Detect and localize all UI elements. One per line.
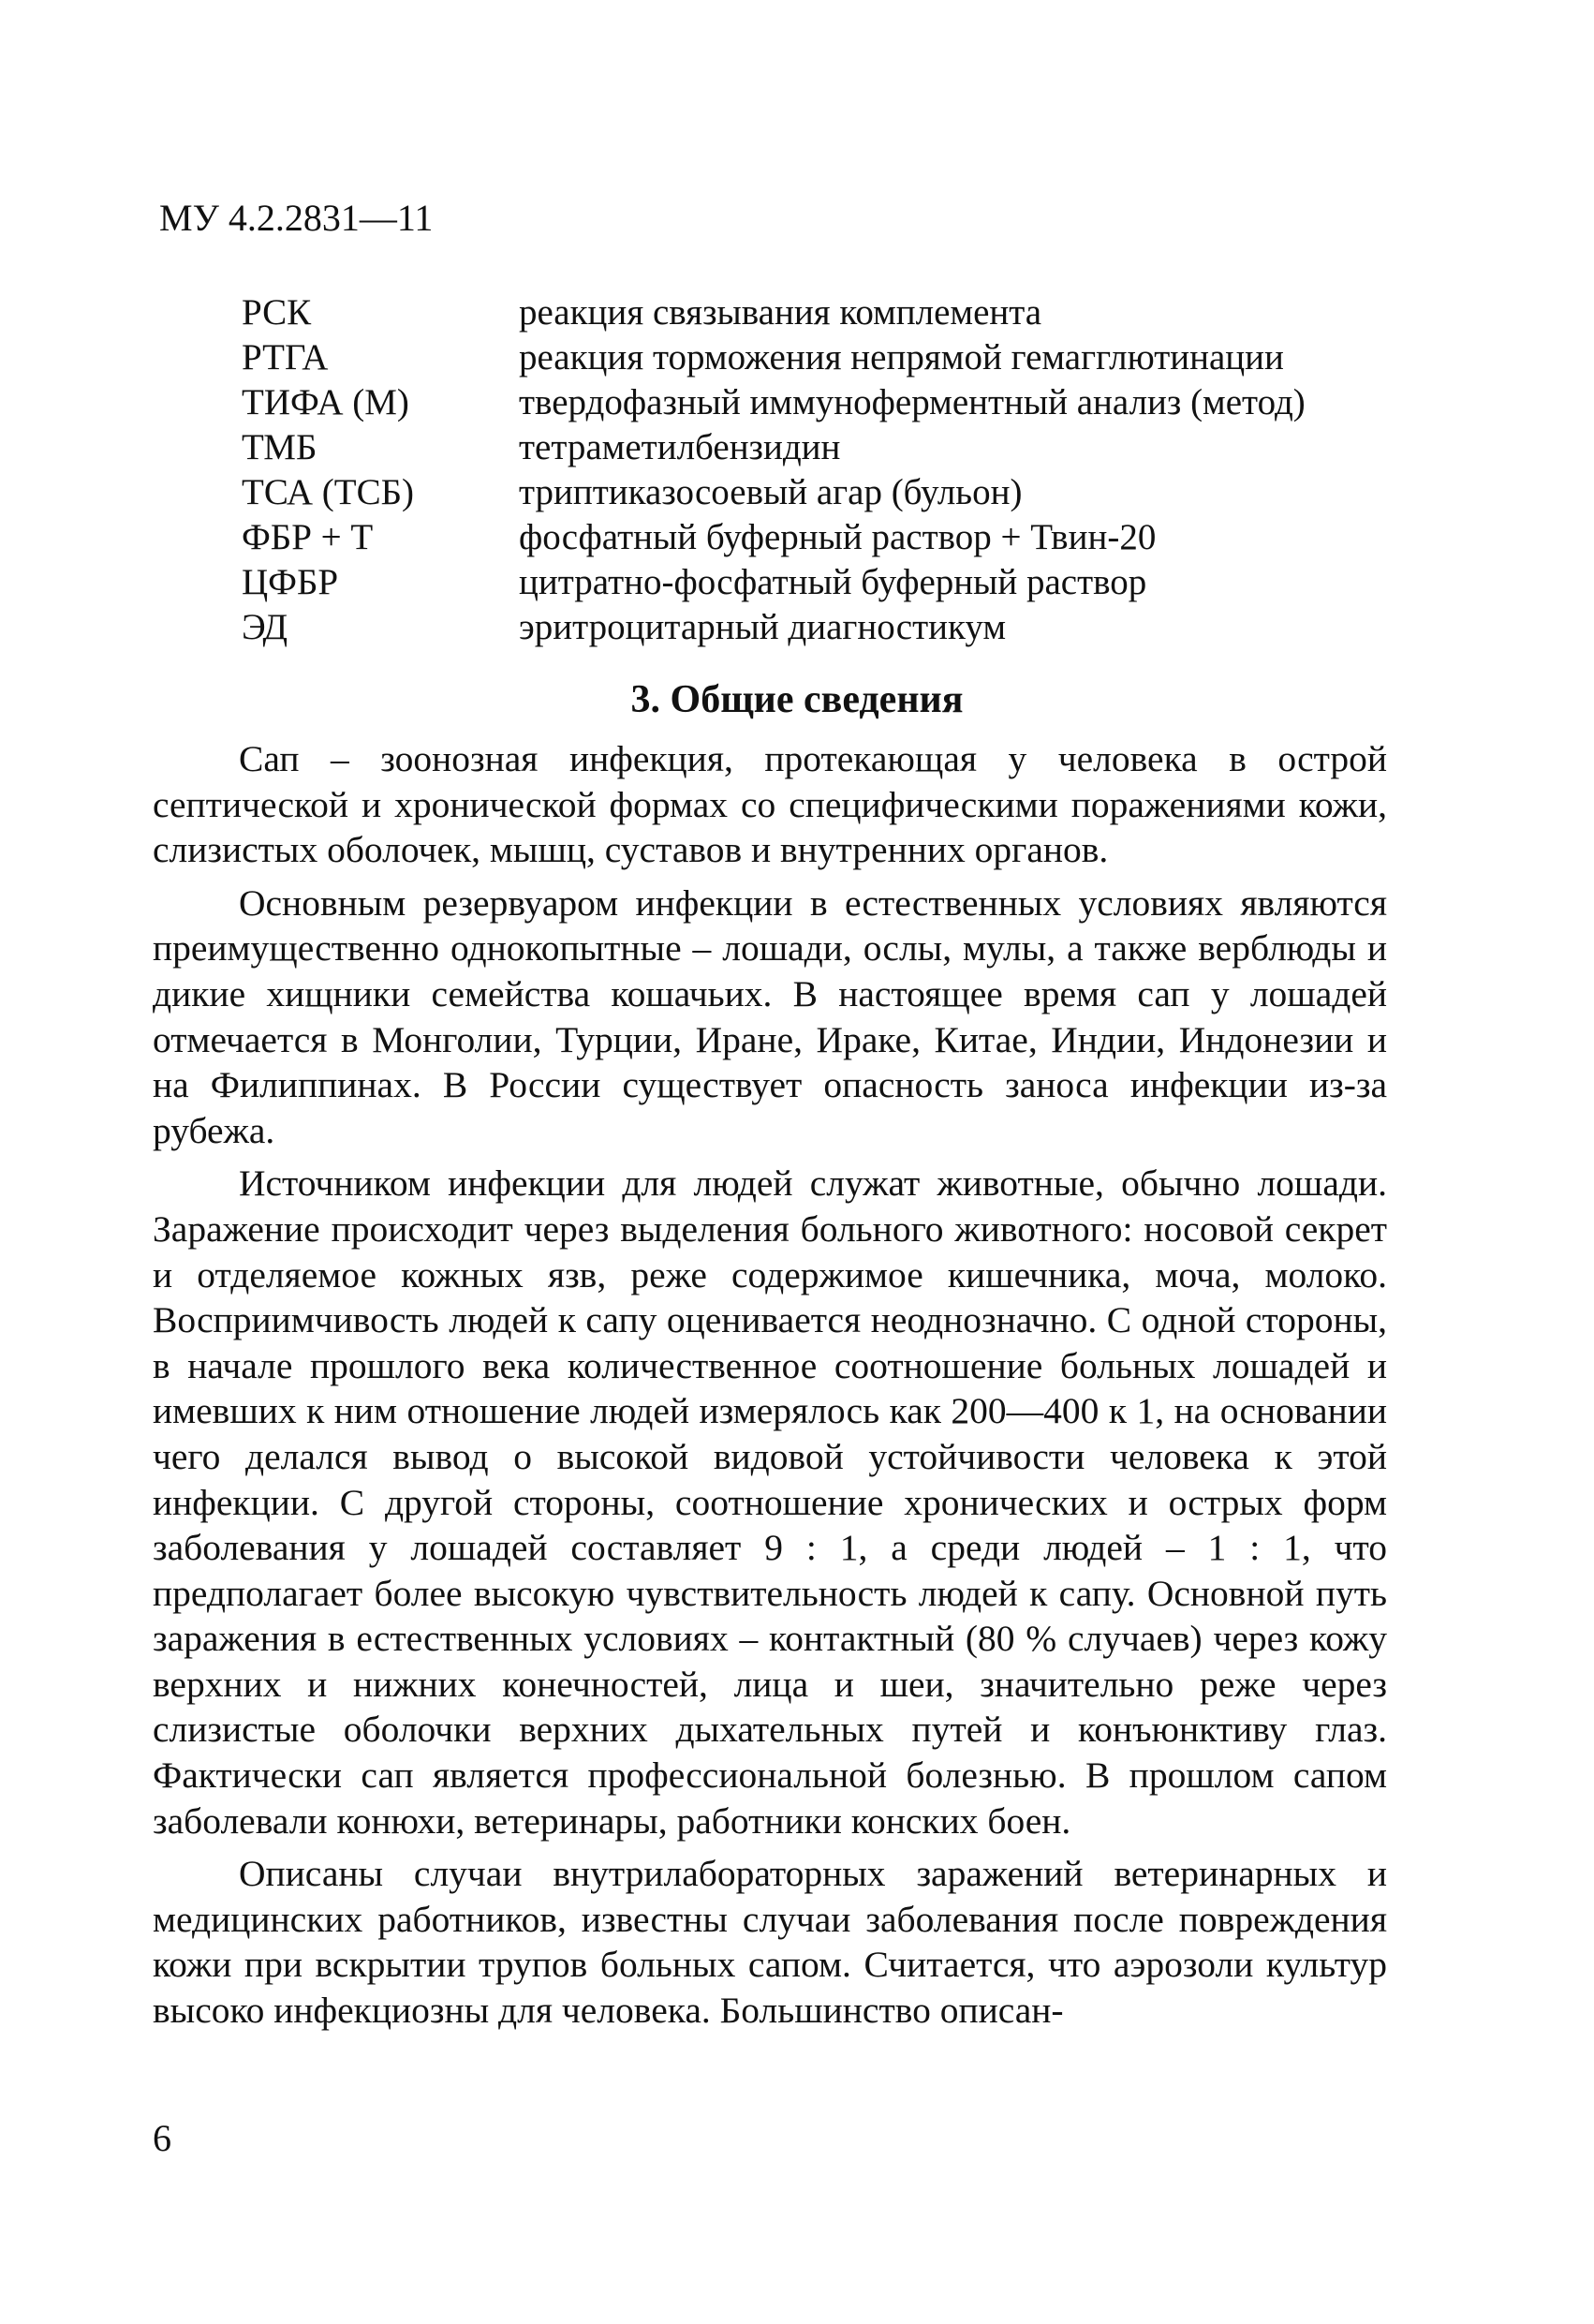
abbreviation-term: ЭД (242, 607, 288, 647)
abbreviation-row (242, 515, 1403, 560)
page-number: 6 (153, 2117, 171, 2159)
paragraph: Сап – зоонозная инфекция, протекающая у человека в острой септической и хронической формах со специфическими поражениями кожи, слизистых оболочек, мышц, суставов и внутренних органов. (153, 738, 1387, 871)
abbreviation-row (242, 290, 1403, 335)
paragraph: Источником инфекции для людей служат животные, обычно лошади. Заражение происходит через выделения больного животного: носовой секрет и отделяемое кожных язв, реже содержимое кишечника, моча, молоко. Восприимчивость людей к сапу оценивается неоднозначно. С одной стороны, в начале прошлого века количественное соотношение больных лошадей и имевших к ним отношение людей измерялось как 200—400 к 1, на основании чего делался вывод о высокой видовой устойчивости человека к этой инфекции. С другой стороны, соотношение хронических и острых форм заболевания у лошадей составляет 9 : 1, а среди людей – 1 : 1, что предполагает более высокую чувствительность людей к сапу. Основной путь заражения в естественных условиях – контактный (80 % случаев) через кожу верхних и нижних конечностей, лица и шеи, значительно реже через слизистые оболочки верхних дыхательных путей и конъюнктиву глаз. Фактически сап является профессиональной болезнью. В прошлом сапом заболевали конюхи, ветеринары, работники конских боен. (153, 1162, 1387, 1842)
paragraph: Основным резервуаром инфекции в естественных условиях являются преимущественно однокопытные – лошади, ослы, мулы, а также верблюды и дикие хищники семейства кошачьих. В настоящее время сап у лошадей отмечается в Монголии, Турции, Иране, Ираке, Китае, Индии, Индонезии и на Филиппинах. В России существует опасность заноса инфекции из-за рубежа. (153, 881, 1387, 1151)
abbreviation-term: ТСА (ТСБ) (242, 472, 415, 512)
abbreviation-definition: эритроцитарный диагностикум (519, 607, 1007, 647)
abbreviation-term: РСК (242, 292, 312, 333)
abbreviation-row (242, 605, 1403, 650)
section-title: 3. Общие сведения (630, 678, 964, 721)
abbreviation-definition: триптиказосоевый агар (бульон) (519, 472, 1023, 512)
paragraph: Описаны случаи внутрилабораторных заражений ветеринарных и медицинских работников, известны случаи заболевания после повреждения кожи при вскрытии трупов больных сапом. Считается, что аэрозоли культур высоко инфекциозны для человека. Большинство описан- (153, 1853, 1387, 2032)
abbreviation-definition: тетраметилбензидин (519, 427, 841, 467)
abbreviation-list (242, 290, 1403, 650)
document-code: МУ 4.2.2831—11 (159, 197, 434, 239)
abbreviation-term: ТМБ (242, 427, 317, 467)
abbreviation-row (242, 335, 1403, 380)
abbreviation-term: ФБР + Т (242, 517, 374, 557)
abbreviation-definition: фосфатный буферный раствор + Твин-20 (519, 517, 1157, 557)
abbreviation-definition: реакция торможения непрямой гемагглютинации (519, 337, 1284, 377)
abbreviation-definition: твердофазный иммуноферментный анализ (метод) (519, 382, 1306, 422)
abbreviation-term: РТГА (242, 337, 329, 377)
abbreviation-row (242, 425, 1403, 470)
abbreviation-row (242, 470, 1403, 515)
abbreviation-definition: реакция связывания комплемента (519, 292, 1042, 333)
abbreviation-term: ЦФБР (242, 562, 339, 602)
abbreviation-row (242, 560, 1403, 605)
abbreviation-definition: цитратно-фосфатный буферный раствор (519, 562, 1147, 602)
section-body (153, 736, 1387, 2041)
abbreviation-row (242, 380, 1403, 425)
abbreviation-term: ТИФА (М) (242, 382, 409, 422)
